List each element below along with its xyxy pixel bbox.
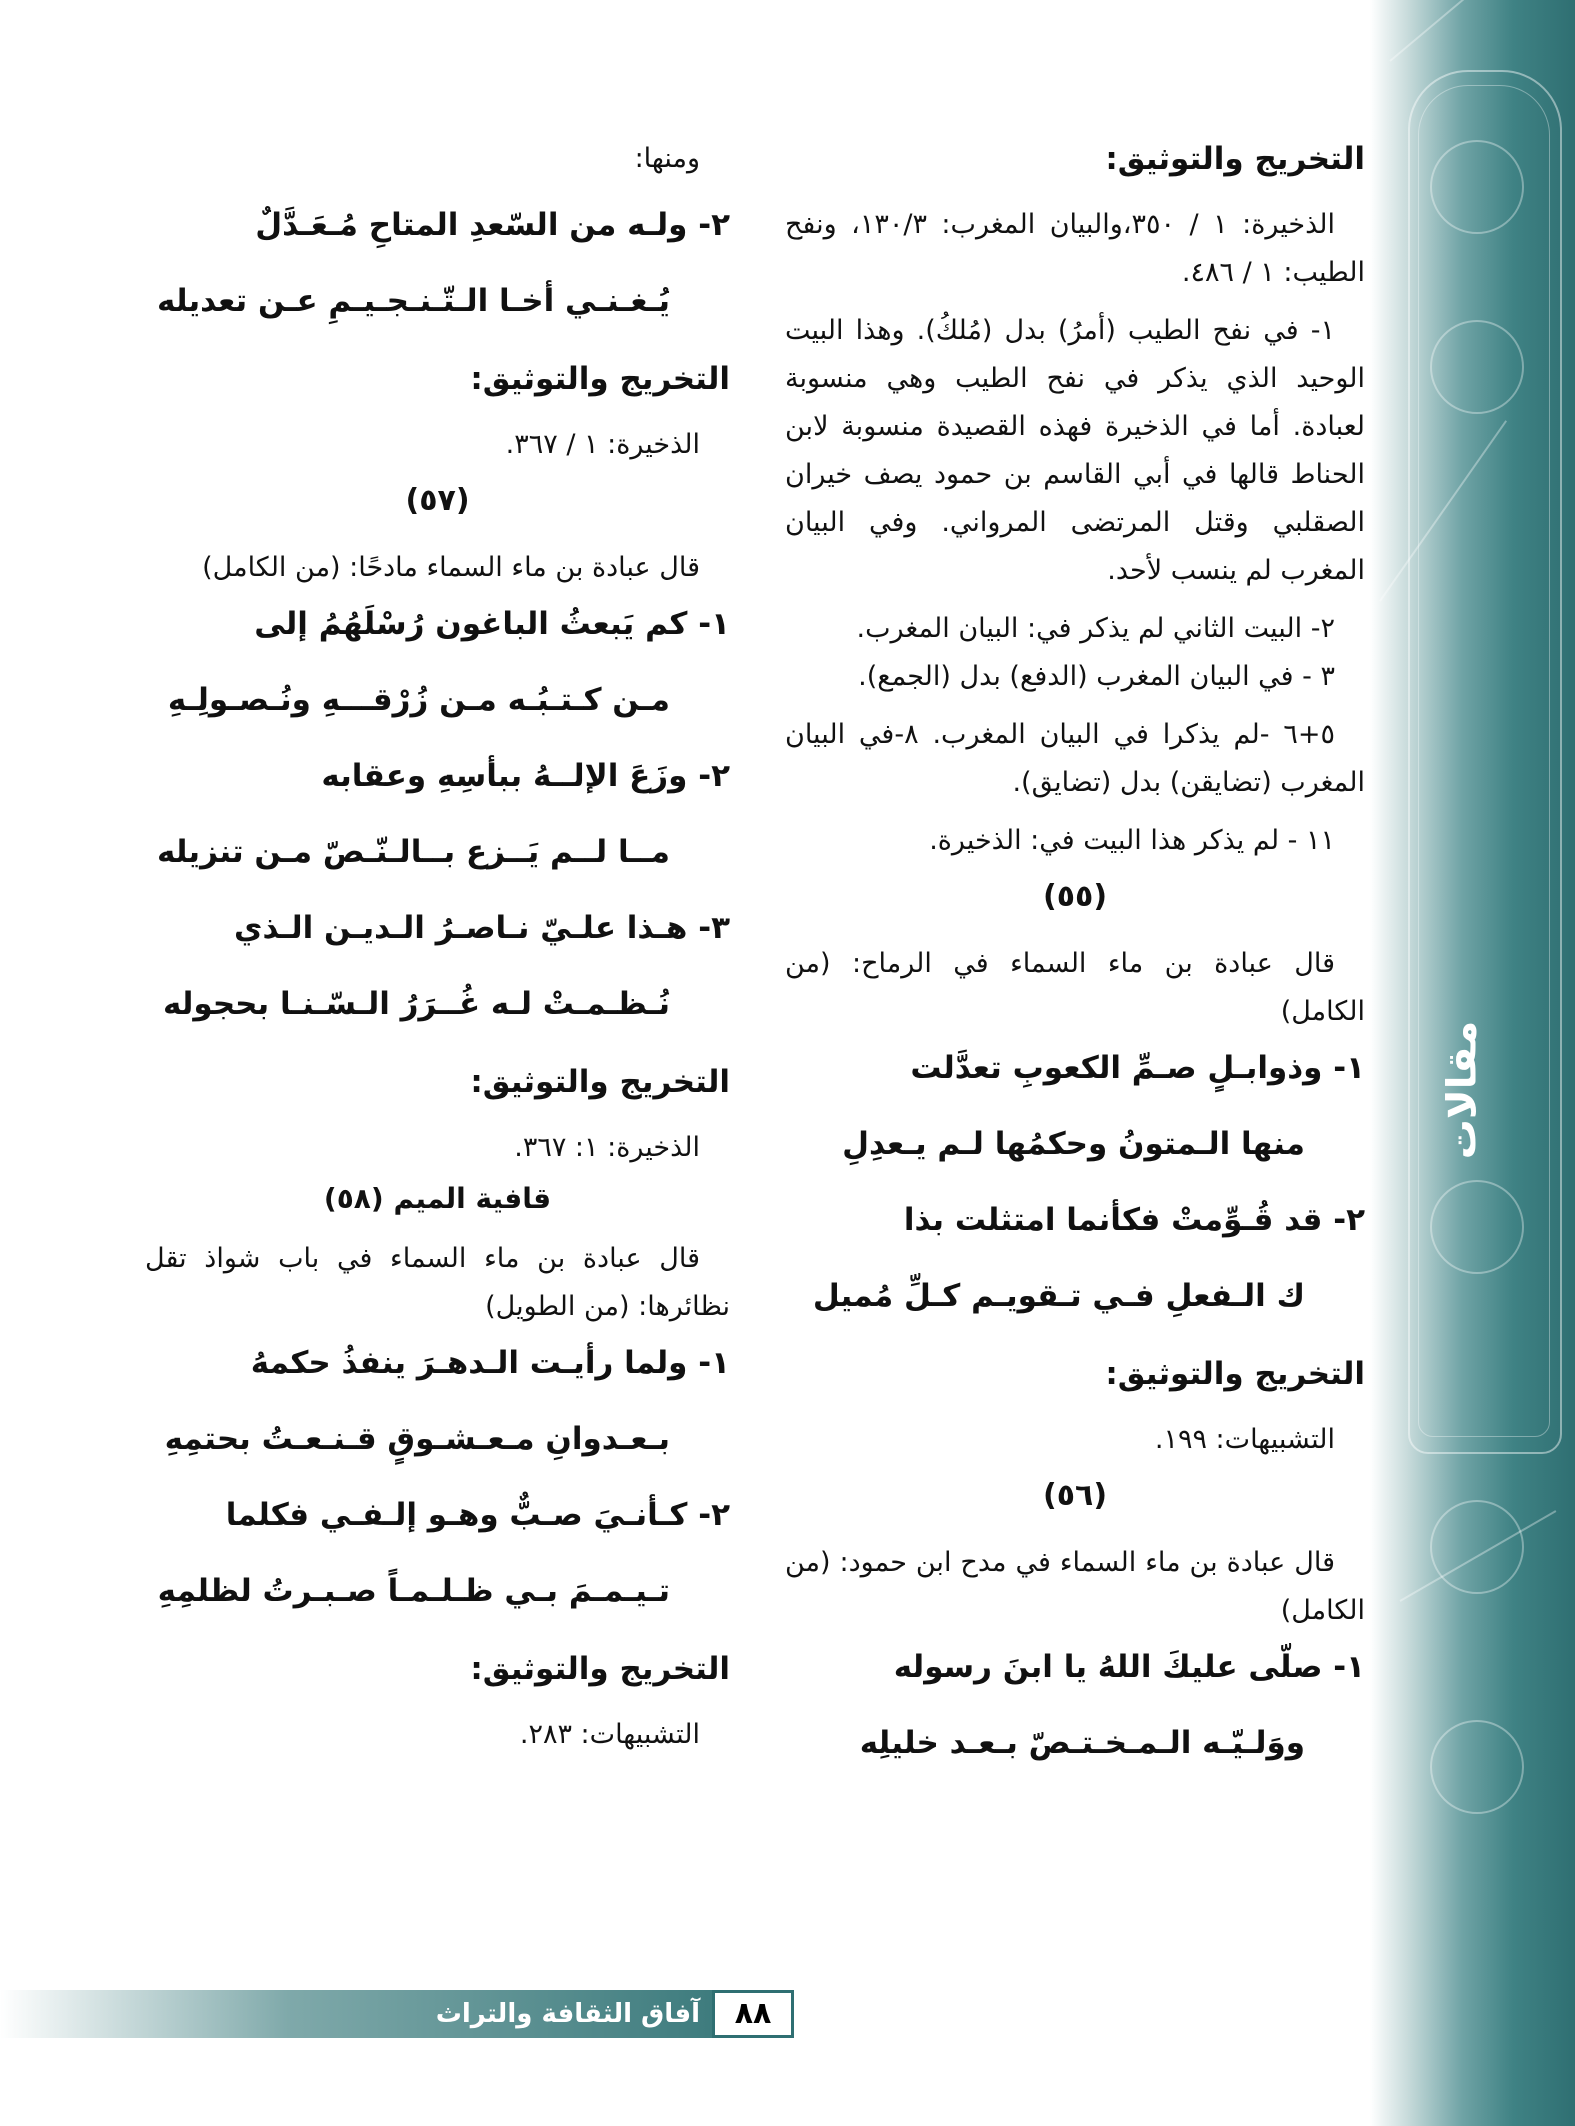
verse-line: ٢- ولـه من السّعدِ المتاحِ مُـعَـدَّلٌ: [255, 207, 730, 243]
poem-number: (٥٧): [405, 483, 470, 518]
source-citation: التشبيهات: ١٩٩.: [1154, 1424, 1335, 1455]
verse-line: ووَلـيّـه الـمـخـتـصّ بـعـد خليلِه: [859, 1725, 1305, 1761]
verse-line: مــا لــم يَــزع بــالـنّـصّ مـن تنزيله: [156, 834, 670, 870]
journal-title: آفاق الثقافة والتراث: [435, 1999, 700, 2029]
verse-line: ٢- وزَعَ الإلــهُ ببأسِهِ وعقابه: [321, 758, 730, 794]
poem-number: (٥٦): [1042, 1478, 1108, 1513]
section-label: مقالات: [1439, 1020, 1485, 1160]
source-citation: التشبيهات: ٢٨٣.: [519, 1719, 700, 1750]
right-column: [785, 135, 1365, 1797]
rhyme-heading: قافية الميم (٥٨): [323, 1182, 552, 1215]
marble-vein: [1389, 0, 1543, 62]
paragraph: ٢- البيت الثاني لم يذكر في: البيان المغرب.: [856, 613, 1335, 644]
ornament-icon: [1430, 140, 1524, 234]
left-column: [145, 135, 730, 1769]
verse-line: ١- وذوابـلٍ صـمِّ الكعوبِ تعدَّلت: [910, 1050, 1365, 1086]
paragraph: ١- في نفح الطيب (أمرُ) بدل (مُلكُ). وهذا البيت الوحيد الذي يذكر في نفح الطيب وهي منسوبة لعبادة. أما في الذخيرة فهذه القصيدة منسوبة لابن الحناط قالها في أبي القاسم بن حمود يصف خيران الصقلبي وقتل المرتضى المرواني. وفي البيان المغرب لم ينسب لأحد.: [785, 315, 1365, 586]
ornament-icon: [1430, 320, 1524, 414]
heading: التخريج والتوثيق:: [470, 361, 730, 397]
paragraph: ٥+٦ -لم يذكرا في البيان المغرب. ٨-في البيان المغرب (تضايقن) بدل (تضايق).: [785, 719, 1365, 798]
paragraph: ٣ - في البيان المغرب (الدفع) بدل (الجمع).: [858, 661, 1335, 692]
verse-line: ١- كم يَبعثُ الباغون رُسْلَهُمُ إلى: [254, 606, 730, 642]
paragraph: ١١ - لم يذكر هذا البيت في: الذخيرة.: [929, 825, 1335, 856]
verse-line: ٢- قد قُـوِّمتْ فكأنما امتثلت بذا: [903, 1202, 1365, 1238]
verse-line: تـيـمـمَ بـي ظـلـمـاً صـبـرتُ لظلمِهِ: [157, 1573, 670, 1609]
ornament-icon: [1430, 1180, 1524, 1274]
verse-line: ١- ولما رأيـت الـدهـرَ ينفذُ حكمهُ: [250, 1345, 730, 1381]
poem-intro: قال عبادة بن ماء السماء في الرماح: (من الكامل): [785, 948, 1365, 1027]
verse-line: ١- صلّى عليكَ اللهُ يا ابنَ رسوله: [893, 1649, 1365, 1685]
poem-intro: قال عبادة بن ماء السماء مادحًا: (من الكامل): [202, 552, 700, 583]
verse-line: منها الـمتونُ وحكمُها لـم يـعدِلِ: [842, 1126, 1305, 1162]
ornament-icon: [1430, 1720, 1524, 1814]
ornament-icon: [1430, 1500, 1524, 1594]
poem-intro: قال عبادة بن ماء السماء في مدح ابن حمود: (من الكامل): [785, 1547, 1365, 1626]
heading: التخريج والتوثيق:: [470, 1651, 730, 1687]
source-citation: الذخيرة: ١ / ٣٦٧.: [505, 429, 700, 460]
page-number: ٨٨: [712, 1990, 794, 2038]
poem-intro: قال عبادة بن ماء السماء في باب شواذ تقل نظائرها: (من الطويل): [145, 1243, 730, 1322]
verse-line: ٢- كـأنـيَ صـبٌّ وهـو إلـفـي فكلما: [225, 1497, 730, 1533]
verse-line: نُـظـمـتْ لـه غُــرَرُ الـسّـنـا بحجوله: [162, 986, 670, 1022]
source-citation: الذخيرة: ١: ٣٦٧.: [514, 1132, 700, 1163]
verse-line: ك الـفعلِ فـي تـقويـم كـلِّ مُميل: [812, 1278, 1305, 1314]
poem-intro: ومنها:: [634, 143, 700, 174]
verse-line: ٣- هـذا علـيّ نـاصـرُ الـديـن الـذي: [234, 910, 730, 946]
paragraph: الذخيرة: ١ / ٣٥٠،والبيان المغرب: ١٣٠/٣، ونفح الطيب: ١ / ٤٨٦.: [785, 209, 1365, 288]
heading: التخريج والتوثيق:: [1105, 141, 1365, 177]
verse-line: بـعـدوانِ مـعـشـوقٍ قـنـعـتُ بحتمِهِ: [164, 1421, 670, 1457]
poem-number: (٥٥): [1042, 879, 1108, 914]
heading: التخريج والتوثيق:: [1105, 1356, 1365, 1392]
heading: التخريج والتوثيق:: [470, 1064, 730, 1100]
verse-line: يُـغـنـي أخـا الـتّـنـجـيـمِ عـن تعديله: [157, 283, 670, 319]
verse-line: مـن كـتـبُـه مـن زُرْقـــهِ ونُـصـولِـهِ: [167, 682, 670, 718]
